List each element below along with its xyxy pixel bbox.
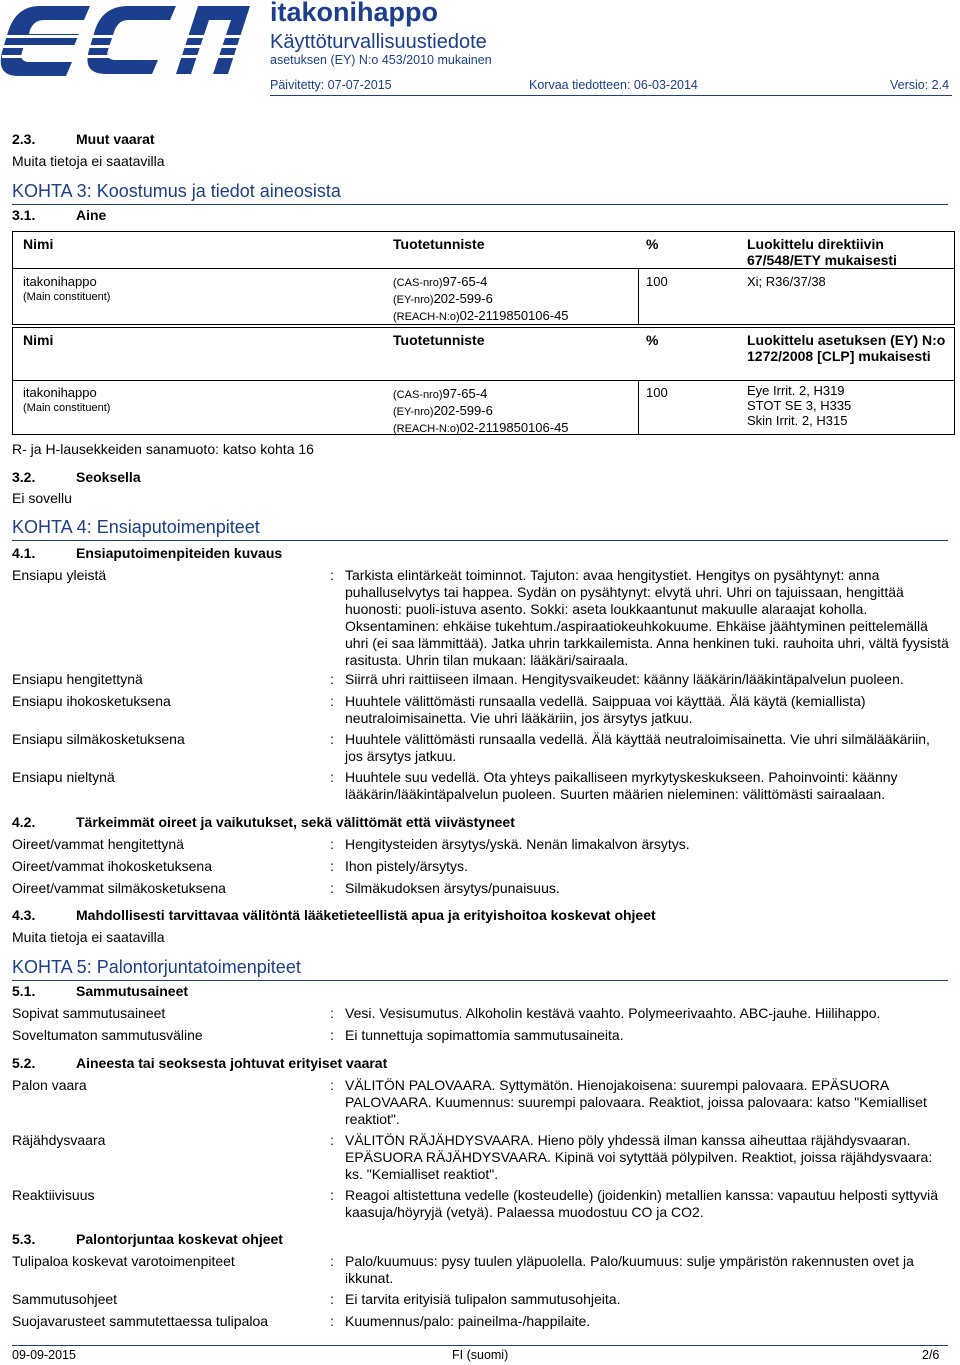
section-4-title: KOHTA 4: Ensiaputoimenpiteet <box>12 516 948 541</box>
colon: : <box>330 1077 334 1093</box>
col-name: Nimi <box>23 236 54 252</box>
row-value: Palo/kuumuus: pysy tuulen yläpuolella. Palo/kuumuus: sulje ympäristön rakennusten ovet ja ikkunat. <box>345 1253 914 1286</box>
row-value: Tarkista elintärkeät toiminnot. Tajuton: avaa hengitystiet. Hengitys on pysähtynyt: anna puhalluselvytys tai happea. Sydän on pysähtynyt: elvytä uhri. Uhri on tajuissaan, hengittää huonosti: puoli-istuva asento. Sokki: aseta loukkaantunut makuulle alaraajat koholla. Oksentaminen: ehkäise tukehtum./aspiraatiokeuhkokuume. Ehkäise jäähtyminen peittelemällä uhri (ei saa lämmittää). Jatka uhrin tarkkailemista. Anna henkinen tuki. rauhoita uhri, vältä fyysistä rasitusta. Uhrin tilan mukaan: lääkäri/sairaala. <box>345 567 949 668</box>
colon: : <box>330 1005 334 1021</box>
cas-number: (CAS-nro)97-65-4 <box>393 386 488 401</box>
row-value: VÄLITÖN PALOVAARA. Syttymätön. Hienojakoisena: suurempi palovaara. EPÄSUORA PALOVAARA. Kuumennus: suurempi palovaara. Reaktiot, joissa palovaara: katso "Kemialliset reaktiot". <box>345 1077 927 1127</box>
colon: : <box>330 880 334 896</box>
classification-value: Xi; R36/37/38 <box>747 274 826 289</box>
row-value: Huuhtele suu vedellä. Ota yhteys paikalliseen myrkytyskeskukseen. Pahoinvointi: käänny lääkärin/lääkintäpalvelun puoleen. Suurten määrien nieleminen: välittömästi sairaalaan. <box>345 769 898 802</box>
col-name: Nimi <box>23 332 54 348</box>
col-percent: % <box>646 332 659 348</box>
header-info-bar <box>270 76 952 96</box>
subsection-4-3: 4.3. Mahdollisesti tarvittavaa välitöntä lääketieteellistä apua ja erityishoitoa koskevat ohjeet <box>12 907 656 923</box>
classification-value-3: Skin Irrit. 2, H315 <box>747 413 848 428</box>
ecem-logo <box>0 0 255 80</box>
cas-number: (CAS-nro)97-65-4 <box>393 274 488 289</box>
version: Versio: 2.4 <box>890 78 950 92</box>
reach-number: (REACH-N:o)02-2119850106-45 <box>393 308 569 323</box>
document-type: Käyttöturvallisuustiedote <box>270 31 487 53</box>
section-5-title: KOHTA 5: Palontorjuntatoimenpiteet <box>12 956 948 981</box>
subsection-5-3: 5.3. Palontorjuntaa koskevat ohjeet <box>12 1231 283 1247</box>
colon: : <box>330 671 334 687</box>
substance-name: itakonihappo <box>23 274 97 289</box>
colon: : <box>330 1187 334 1203</box>
not-applicable-text: Ei sovellu <box>12 490 72 506</box>
colon: : <box>330 836 334 852</box>
no-info-text: Muita tietoja ei saatavilla <box>12 929 165 945</box>
percent-value: 100 <box>646 274 668 289</box>
colon: : <box>330 1132 334 1148</box>
row-label: Ensiapu hengitettynä <box>12 671 143 687</box>
row-label: Sopivat sammutusaineet <box>12 1005 166 1021</box>
row-value: Huuhtele välittömästi runsaalla vedellä. Saippuaa voi käyttää. Älä käytä (kemiallista) neutraloimisainetta. Vie uhri lääkäriin, jos ärsytys jatkuu. <box>345 693 866 726</box>
subsection-5-2: 5.2. Aineesta tai seoksesta johtuvat erityiset vaarat <box>12 1055 388 1071</box>
row-label: Ensiapu silmäkosketuksena <box>12 731 185 747</box>
colon: : <box>330 1291 334 1307</box>
phrases-note: R- ja H-lausekkeiden sanamuoto: katso kohta 16 <box>12 441 314 457</box>
section-3-title: KOHTA 3: Koostumus ja tiedot aineosista <box>12 180 948 205</box>
row-value: Siirrä uhri raittiiseen ilmaan. Hengitysvaikeudet: käänny lääkärin/lääkintäpalvelun puoleen. <box>345 671 904 687</box>
subsection-4-2: 4.2. Tärkeimmät oireet ja vaikutukset, sekä välittömät että viivästyneet <box>12 814 515 830</box>
colon: : <box>330 731 334 747</box>
row-label: Soveltumaton sammutusväline <box>12 1027 203 1043</box>
footer-date: 09-09-2015 <box>12 1348 76 1362</box>
row-label: Oireet/vammat hengitettynä <box>12 836 184 852</box>
substance-role: (Main constituent) <box>23 291 111 303</box>
row-label: Sammutusohjeet <box>12 1291 118 1307</box>
percent-value: 100 <box>646 385 668 400</box>
colon: : <box>330 567 334 583</box>
reach-number: (REACH-N:o)02-2119850106-45 <box>393 420 569 435</box>
row-label: Palon vaara <box>12 1077 87 1093</box>
footer-page: 2/6 <box>922 1348 940 1362</box>
classification-value-2: STOT SE 3, H335 <box>747 398 852 413</box>
row-label: Reaktiivisuus <box>12 1187 95 1203</box>
row-value: Vesi. Vesisumutus. Alkoholin kestävä vaahto. Polymeerivaahto. ABC-jauhe. Hiilihappo. <box>345 1005 881 1021</box>
row-label: Oireet/vammat silmäkosketuksena <box>12 880 226 896</box>
colon: : <box>330 1313 334 1329</box>
row-value: Ei tunnettuja sopimattomia sammutusaineita. <box>345 1027 624 1043</box>
row-label: Ensiapu ihokosketuksena <box>12 693 171 709</box>
composition-table-dsd <box>12 231 955 325</box>
colon: : <box>330 693 334 709</box>
row-value: Ihon pistely/ärsytys. <box>345 858 468 874</box>
col-percent: % <box>646 236 659 252</box>
row-value: Hengitysteiden ärsytys/yskä. Nenän limakalvon ärsytys. <box>345 836 690 852</box>
subsection-4-1: 4.1. Ensiaputoimenpiteiden kuvaus <box>12 545 283 561</box>
ec-number: (EY-nro)202-599-6 <box>393 291 493 306</box>
row-label: Ensiapu nieltynä <box>12 769 115 785</box>
classification-value-1: Eye Irrit. 2, H319 <box>747 383 845 398</box>
colon: : <box>330 769 334 785</box>
substance-role: (Main constituent) <box>23 402 111 414</box>
substance-name: itakonihappo <box>23 385 97 400</box>
row-label: Suojavarusteet sammutettaessa tulipaloa <box>12 1313 269 1329</box>
subsection-3-2: 3.2. Seoksella <box>12 469 141 485</box>
row-value: Kuumennus/palo: paineilma-/happilaite. <box>345 1313 591 1329</box>
row-value: VÄLITÖN RÄJÄHDYSVAARA. Hieno pöly yhdessä ilman kanssa aiheuttaa räjähdysvaaran. EPÄSUORA RÄJÄHDYSVAARA. Kipinä voi sytyttää pölypilven. Reaktiot, joissa räjähdysvaara: ks. "Kemialliset reaktiot". <box>345 1132 933 1182</box>
row-value: Silmäkudoksen ärsytys/punaisuus. <box>345 880 560 896</box>
row-label: Räjähdysvaara <box>12 1132 106 1148</box>
col-classification: Luokittelu asetuksen (EY) N:o 1272/2008 [CLP] mukaisesti <box>747 332 946 364</box>
footer-rule <box>12 1345 948 1346</box>
logo-text: ecem <box>0 0 3 1</box>
row-value: Huuhtele välittömästi runsaalla vedellä. Älä käyttää neutraloimisainetta. Vie uhri silmälääkäriin, jos ärsytys jatkuu. <box>345 731 930 764</box>
row-label: Tulipaloa koskevat varotoimenpiteet <box>12 1253 235 1269</box>
colon: : <box>330 1253 334 1269</box>
col-id: Tuotetunniste <box>393 332 485 348</box>
row-value: Reagoi altistettuna vedelle (kosteudelle) (joidenkin) metallien kanssa: vapautuu helposti syttyviä kaasuja/höyryjä (vetyä). Palaessa muodostuu CO ja CO2. <box>345 1187 938 1220</box>
subsection-3-1: 3.1. Aine <box>12 207 107 223</box>
col-id: Tuotetunniste <box>393 236 485 252</box>
colon: : <box>330 1027 334 1043</box>
subsection-5-1: 5.1. Sammutusaineet <box>12 983 189 999</box>
subsection-2-3: 2.3. Muut vaarat <box>12 131 155 147</box>
row-label: Ensiapu yleistä <box>12 567 107 583</box>
footer-language: FI (suomi) <box>452 1348 509 1362</box>
ec-number: (EY-nro)202-599-6 <box>393 403 493 418</box>
row-label: Oireet/vammat ihokosketuksena <box>12 858 212 874</box>
col-classification: Luokittelu direktiivin 67/548/ETY mukaisesti <box>747 236 897 268</box>
colon: : <box>330 858 334 874</box>
product-title: itakonihappo <box>270 0 438 27</box>
regulation: asetuksen (EY) N:o 453/2010 mukainen <box>270 53 492 67</box>
no-info-text: Muita tietoja ei saatavilla <box>12 153 165 169</box>
row-value: Ei tarvita erityisiä tulipalon sammutusohjeita. <box>345 1291 621 1307</box>
updated-date: Päivitetty: 07-07-2015 <box>270 78 392 92</box>
replaces-date: Korvaa tiedotteen: 06-03-2014 <box>529 78 698 92</box>
composition-table-clp <box>12 327 955 435</box>
